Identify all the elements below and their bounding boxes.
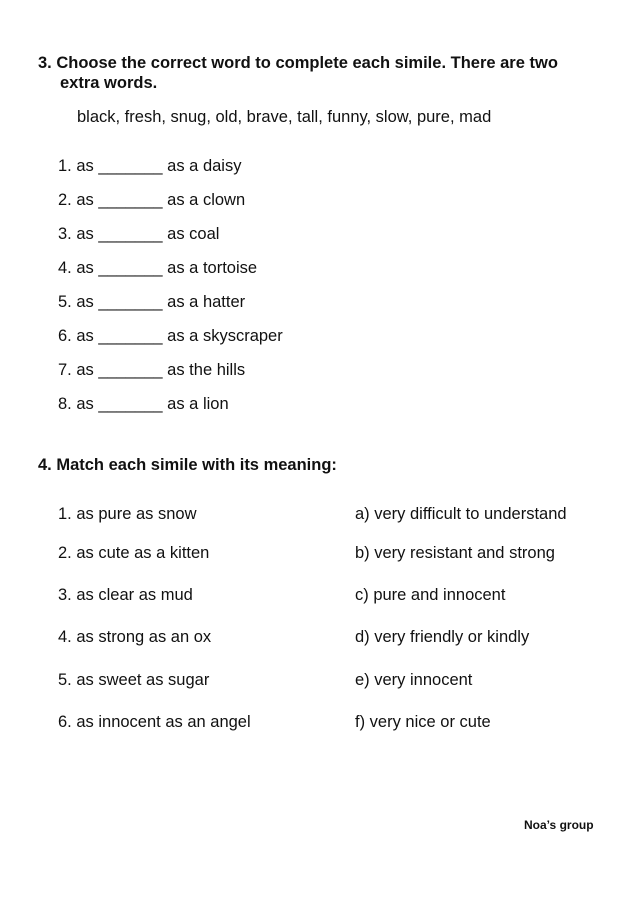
- simile-item: 4. as _______ as a tortoise: [58, 259, 258, 277]
- match-meaning: a) very difficult to understand: [355, 505, 567, 523]
- match-meaning: c) pure and innocent: [355, 586, 506, 604]
- section3-heading-line1: 3. Choose the correct word to complete each simile. There are two: [38, 54, 558, 72]
- match-meaning: d) very friendly or kindly: [355, 628, 530, 646]
- match-simile: 6. as innocent as an angel: [58, 713, 251, 731]
- group-label: Noa’s group: [524, 818, 594, 832]
- simile-item: 3. as _______ as coal: [58, 225, 220, 243]
- match-simile: 5. as sweet as sugar: [58, 671, 210, 689]
- match-simile: 3. as clear as mud: [58, 586, 193, 604]
- word-bank: black, fresh, snug, old, brave, tall, funny, slow, pure, mad: [77, 108, 492, 126]
- match-meaning: f) very nice or cute: [355, 713, 491, 731]
- section3-heading-line2: extra words.: [60, 74, 158, 92]
- simile-item: 1. as _______ as a daisy: [58, 157, 242, 175]
- match-simile: 1. as pure as snow: [58, 505, 197, 523]
- simile-item: 6. as _______ as a skyscraper: [58, 327, 283, 345]
- simile-item: 2. as _______ as a clown: [58, 191, 246, 209]
- match-meaning: b) very resistant and strong: [355, 544, 555, 562]
- match-simile: 4. as strong as an ox: [58, 628, 212, 646]
- match-meaning: e) very innocent: [355, 671, 473, 689]
- section4-heading: 4. Match each simile with its meaning:: [38, 456, 337, 474]
- simile-item: 5. as _______ as a hatter: [58, 293, 246, 311]
- simile-item: 8. as _______ as a lion: [58, 395, 229, 413]
- match-simile: 2. as cute as a kitten: [58, 544, 210, 562]
- simile-item: 7. as _______ as the hills: [58, 361, 246, 379]
